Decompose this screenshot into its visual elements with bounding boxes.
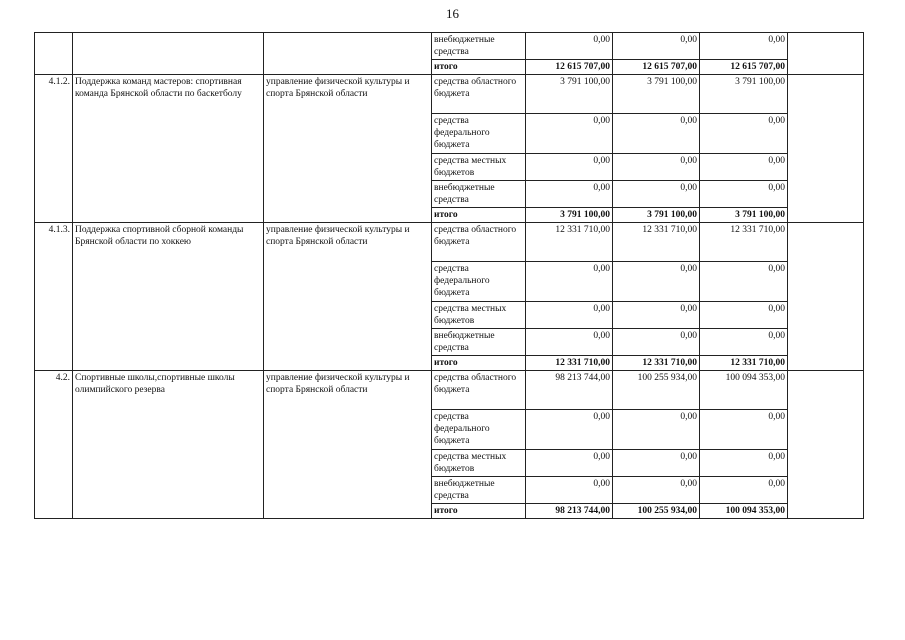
value-cell: 0,00 bbox=[526, 33, 613, 60]
value-cell: 12 331 710,00 bbox=[526, 223, 613, 262]
empty-cell bbox=[788, 223, 864, 371]
budget-table bbox=[34, 32, 864, 519]
value-cell: 0,00 bbox=[526, 181, 613, 208]
table-row bbox=[35, 75, 864, 114]
value-cell: 0,00 bbox=[700, 33, 788, 60]
value-cell: 98 213 744,00 bbox=[526, 504, 613, 519]
source-cell: средства местных бюджетов bbox=[432, 302, 526, 329]
code-cell: 4.1.3. bbox=[35, 223, 73, 371]
code-cell: 4.1.2. bbox=[35, 75, 73, 223]
value-cell: 0,00 bbox=[526, 114, 613, 154]
value-cell: 0,00 bbox=[526, 450, 613, 477]
name-cell: Спортивные школы,спортивные школы олимпийского резерва bbox=[73, 371, 264, 519]
source-cell: итого bbox=[432, 208, 526, 223]
value-cell: 0,00 bbox=[613, 33, 700, 60]
executor-cell: управление физической культуры и спорта Брянской области bbox=[264, 371, 432, 519]
source-cell: внебюджетные средства bbox=[432, 33, 526, 60]
value-cell: 12 615 707,00 bbox=[700, 60, 788, 75]
value-cell: 0,00 bbox=[613, 410, 700, 450]
source-cell: итого bbox=[432, 504, 526, 519]
value-cell: 0,00 bbox=[700, 329, 788, 356]
empty-cell bbox=[788, 371, 864, 519]
value-cell: 100 094 353,00 bbox=[700, 504, 788, 519]
name-cell: Поддержка команд мастеров: спортивная команда Брянской области по баскетболу bbox=[73, 75, 264, 223]
value-cell: 0,00 bbox=[526, 477, 613, 504]
value-cell: 3 791 100,00 bbox=[700, 208, 788, 223]
executor-cell: управление физической культуры и спорта Брянской области bbox=[264, 223, 432, 371]
value-cell: 12 331 710,00 bbox=[526, 356, 613, 371]
source-cell: средства областного бюджета bbox=[432, 371, 526, 410]
value-cell: 100 255 934,00 bbox=[613, 504, 700, 519]
value-cell: 3 791 100,00 bbox=[700, 75, 788, 114]
value-cell: 0,00 bbox=[526, 329, 613, 356]
value-cell: 3 791 100,00 bbox=[613, 75, 700, 114]
value-cell: 12 615 707,00 bbox=[526, 60, 613, 75]
value-cell: 98 213 744,00 bbox=[526, 371, 613, 410]
value-cell: 3 791 100,00 bbox=[526, 75, 613, 114]
value-cell: 100 255 934,00 bbox=[613, 371, 700, 410]
source-cell: средства областного бюджета bbox=[432, 223, 526, 262]
value-cell: 0,00 bbox=[526, 302, 613, 329]
value-cell: 0,00 bbox=[613, 154, 700, 181]
value-cell: 12 331 710,00 bbox=[700, 356, 788, 371]
value-cell: 0,00 bbox=[700, 181, 788, 208]
source-cell: средства федерального бюджета bbox=[432, 262, 526, 302]
source-cell: итого bbox=[432, 60, 526, 75]
value-cell: 3 791 100,00 bbox=[613, 208, 700, 223]
value-cell: 0,00 bbox=[613, 181, 700, 208]
value-cell: 0,00 bbox=[700, 477, 788, 504]
value-cell: 12 331 710,00 bbox=[613, 223, 700, 262]
executor-cell: управление физической культуры и спорта Брянской области bbox=[264, 75, 432, 223]
source-cell: внебюджетные средства bbox=[432, 329, 526, 356]
code-cell: 4.2. bbox=[35, 371, 73, 519]
source-cell: внебюджетные средства bbox=[432, 477, 526, 504]
value-cell: 0,00 bbox=[526, 262, 613, 302]
name-cell: Поддержка спортивной сборной команды Брянской области по хоккею bbox=[73, 223, 264, 371]
empty-cell bbox=[788, 33, 864, 75]
table-row bbox=[35, 371, 864, 410]
value-cell: 100 094 353,00 bbox=[700, 371, 788, 410]
value-cell: 0,00 bbox=[613, 450, 700, 477]
source-cell: средства областного бюджета bbox=[432, 75, 526, 114]
source-cell: средства местных бюджетов bbox=[432, 450, 526, 477]
source-cell: средства федерального бюджета bbox=[432, 410, 526, 450]
value-cell: 0,00 bbox=[613, 114, 700, 154]
name-cell bbox=[73, 33, 264, 75]
value-cell: 0,00 bbox=[526, 410, 613, 450]
value-cell: 0,00 bbox=[613, 329, 700, 356]
executor-cell bbox=[264, 33, 432, 75]
value-cell: 0,00 bbox=[613, 477, 700, 504]
table-row bbox=[35, 33, 864, 60]
code-cell bbox=[35, 33, 73, 75]
value-cell: 0,00 bbox=[613, 302, 700, 329]
value-cell: 12 331 710,00 bbox=[613, 356, 700, 371]
value-cell: 0,00 bbox=[613, 262, 700, 302]
value-cell: 0,00 bbox=[700, 302, 788, 329]
value-cell: 0,00 bbox=[700, 154, 788, 181]
value-cell: 3 791 100,00 bbox=[526, 208, 613, 223]
value-cell: 0,00 bbox=[700, 262, 788, 302]
value-cell: 0,00 bbox=[700, 410, 788, 450]
source-cell: средства федерального бюджета bbox=[432, 114, 526, 154]
value-cell: 12 615 707,00 bbox=[613, 60, 700, 75]
empty-cell bbox=[788, 75, 864, 223]
source-cell: итого bbox=[432, 356, 526, 371]
table-row bbox=[35, 223, 864, 262]
page-number: 16 bbox=[446, 6, 459, 21]
source-cell: средства местных бюджетов bbox=[432, 154, 526, 181]
value-cell: 12 331 710,00 bbox=[700, 223, 788, 262]
value-cell: 0,00 bbox=[700, 114, 788, 154]
value-cell: 0,00 bbox=[700, 450, 788, 477]
value-cell: 0,00 bbox=[526, 154, 613, 181]
source-cell: внебюджетные средства bbox=[432, 181, 526, 208]
